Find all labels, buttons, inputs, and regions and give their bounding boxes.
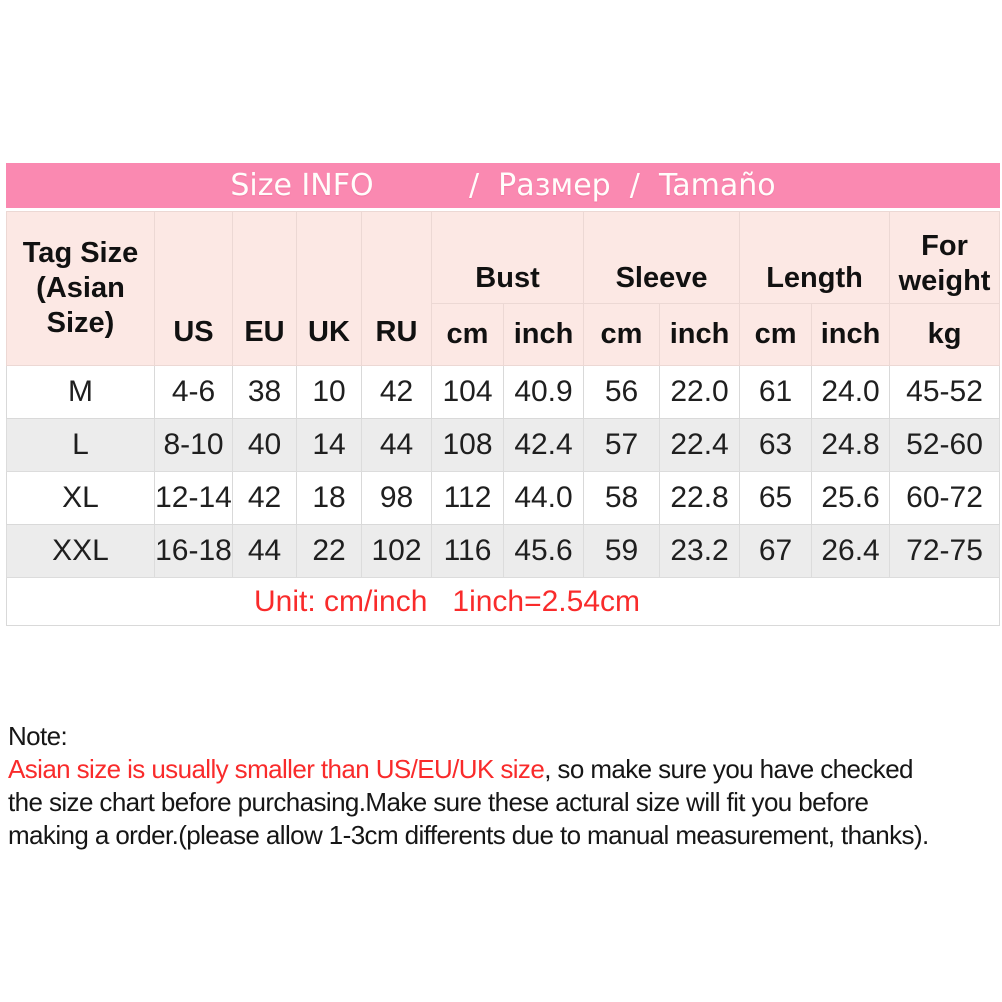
cell-us: 8-10 (155, 419, 233, 472)
header-group-row (7, 212, 1000, 304)
col-group-weight: For weight (890, 212, 1000, 304)
cell-ru: 102 (362, 525, 432, 578)
col-header-tag-size: Tag Size (Asian Size) (7, 212, 155, 366)
cell-length-cm: 67 (740, 525, 812, 578)
cell-us: 16-18 (155, 525, 233, 578)
col-header-uk: UK (297, 212, 362, 366)
cell-sleeve-cm: 58 (584, 472, 660, 525)
cell-sleeve-inch: 22.0 (660, 366, 740, 419)
cell-bust-cm: 116 (432, 525, 504, 578)
col-group-length: Length (740, 212, 890, 304)
cell-tag: M (7, 366, 155, 419)
cell-sleeve-cm: 59 (584, 525, 660, 578)
note-line-2: the size chart before purchasing.Make sure these actural size will fit you before (8, 787, 869, 817)
col-header-bust-cm: cm (432, 304, 504, 366)
cell-sleeve-inch: 22.4 (660, 419, 740, 472)
cell-eu: 44 (233, 525, 297, 578)
cell-sleeve-cm: 57 (584, 419, 660, 472)
cell-ru: 42 (362, 366, 432, 419)
note-line-3: making a order.(please allow 1-3cm differents due to manual measurement, thanks). (8, 820, 929, 850)
cell-sleeve-inch: 23.2 (660, 525, 740, 578)
cell-bust-inch: 44.0 (504, 472, 584, 525)
unit-note-row (7, 578, 1000, 626)
cell-bust-inch: 42.4 (504, 419, 584, 472)
cell-ru: 44 (362, 419, 432, 472)
cell-uk: 10 (297, 366, 362, 419)
size-table (6, 211, 1000, 626)
cell-uk: 22 (297, 525, 362, 578)
page-title: Size INFO / Размер / Tamaño (230, 168, 776, 203)
cell-tag: L (7, 419, 155, 472)
cell-uk: 18 (297, 472, 362, 525)
col-header-ru: RU (362, 212, 432, 366)
col-header-weight-kg: kg (890, 304, 1000, 366)
note-block (8, 720, 1000, 852)
cell-bust-inch: 45.6 (504, 525, 584, 578)
cell-length-inch: 26.4 (812, 525, 890, 578)
col-header-sleeve-inch: inch (660, 304, 740, 366)
cell-eu: 42 (233, 472, 297, 525)
table-row-xl (7, 472, 1000, 525)
cell-us: 4-6 (155, 366, 233, 419)
top-whitespace (0, 0, 1002, 163)
table-row-l (7, 419, 1000, 472)
cell-length-cm: 61 (740, 366, 812, 419)
col-header-us: US (155, 212, 233, 366)
cell-length-inch: 24.8 (812, 419, 890, 472)
cell-bust-cm: 112 (432, 472, 504, 525)
cell-bust-inch: 40.9 (504, 366, 584, 419)
note-line-1 (8, 753, 1000, 786)
cell-length-cm: 63 (740, 419, 812, 472)
cell-bust-cm: 104 (432, 366, 504, 419)
col-header-length-inch: inch (812, 304, 890, 366)
col-header-eu: EU (233, 212, 297, 366)
cell-bust-cm: 108 (432, 419, 504, 472)
col-header-sleeve-cm: cm (584, 304, 660, 366)
cell-eu: 40 (233, 419, 297, 472)
cell-weight: 72-75 (890, 525, 1000, 578)
col-header-bust-inch: inch (504, 304, 584, 366)
col-group-bust: Bust (432, 212, 584, 304)
cell-weight: 60-72 (890, 472, 1000, 525)
note-label: Note: (8, 721, 68, 751)
cell-weight: 52-60 (890, 419, 1000, 472)
cell-tag: XXL (7, 525, 155, 578)
cell-tag: XL (7, 472, 155, 525)
cell-length-inch: 24.0 (812, 366, 890, 419)
table-row-xxl (7, 525, 1000, 578)
cell-uk: 14 (297, 419, 362, 472)
unit-note: Unit: cm/inch 1inch=2.54cm (7, 578, 1000, 626)
cell-ru: 98 (362, 472, 432, 525)
note-red-text: Asian size is usually smaller than US/EU/UK size (8, 754, 545, 784)
cell-sleeve-inch: 22.8 (660, 472, 740, 525)
col-header-length-cm: cm (740, 304, 812, 366)
col-group-sleeve: Sleeve (584, 212, 740, 304)
title-bar (6, 163, 1000, 208)
table-row-m (7, 366, 1000, 419)
cell-us: 12-14 (155, 472, 233, 525)
note-line-1-rest: , so make sure you have checked (544, 754, 913, 784)
cell-eu: 38 (233, 366, 297, 419)
cell-sleeve-cm: 56 (584, 366, 660, 419)
cell-length-cm: 65 (740, 472, 812, 525)
cell-length-inch: 25.6 (812, 472, 890, 525)
cell-weight: 45-52 (890, 366, 1000, 419)
